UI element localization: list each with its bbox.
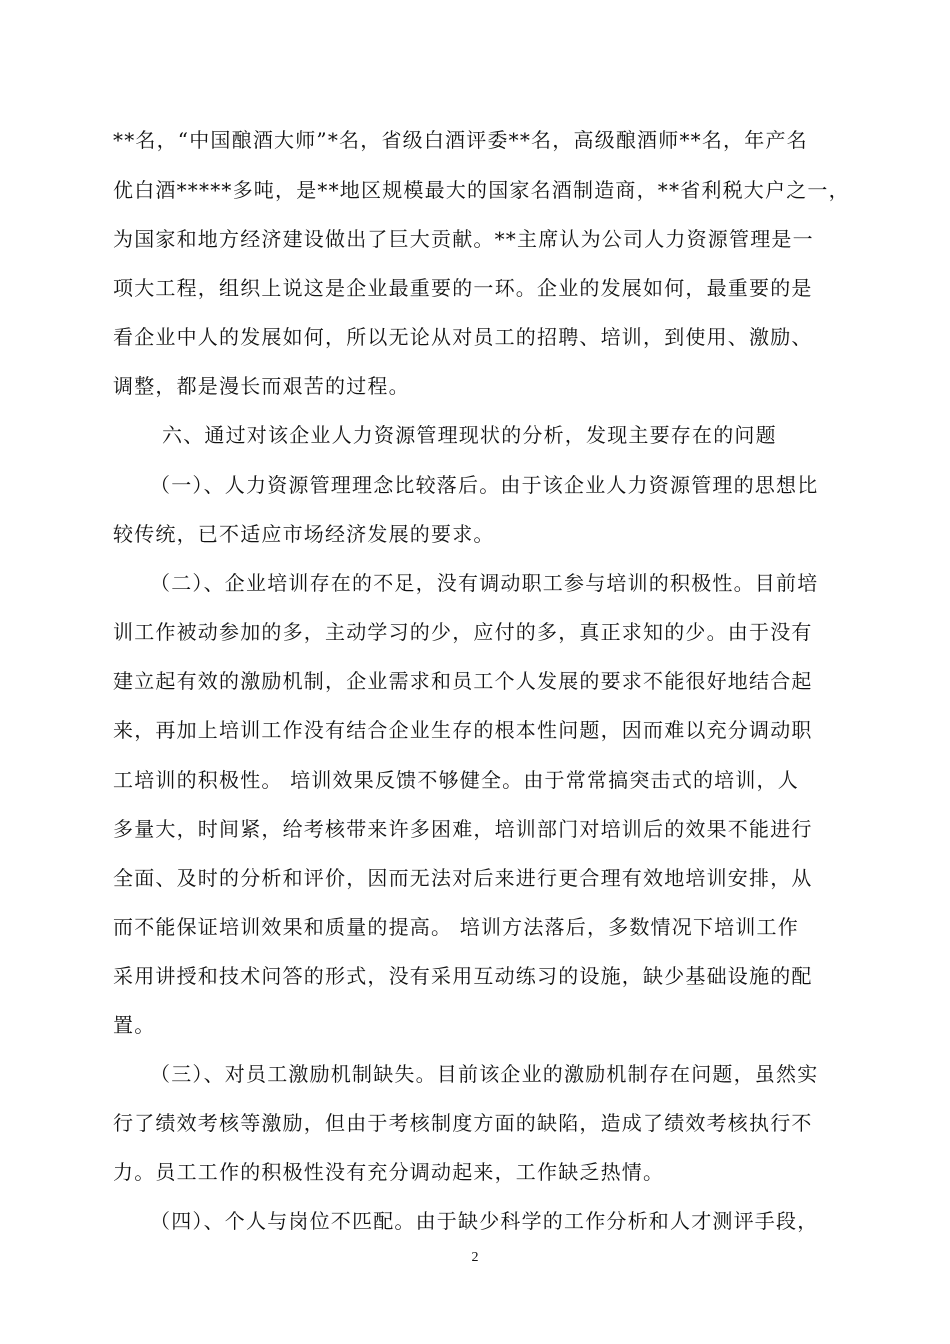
text-line: 看企业中人的发展如何，所以无论从对员工的招聘、培训，到使用、激励、 — [113, 325, 813, 349]
section-heading: 六、通过对该企业人力资源管理现状的分析，发现主要存在的问题 — [162, 423, 777, 447]
text-line: 采用讲授和技术问答的形式，没有采用互动练习的设施，缺少基础设施的配 — [113, 964, 813, 988]
text-line: 为国家和地方经济建设做出了巨大贡献。**主席认为公司人力资源管理是一 — [113, 227, 814, 251]
text-line: 较传统，已不适应市场经济发展的要求。 — [113, 522, 495, 546]
paragraph-start: （一）、人力资源管理理念比较落后。由于该企业人力资源管理的思想比 — [150, 473, 819, 497]
page-number: 2 — [471, 1250, 479, 1265]
text-line: 来，再加上培训工作没有结合企业生存的根本性问题，因而难以充分调动职 — [113, 718, 813, 742]
text-line: 工培训的积极性。 培训效果反馈不够健全。由于常常搞突击式的培训，人 — [113, 768, 799, 792]
text-line: 项大工程，组织上说这是企业最重要的一环。企业的发展如何，最重要的是 — [113, 276, 813, 300]
text-line: 全面、及时的分析和评价，因而无法对后来进行更合理有效地培训安排，从 — [113, 866, 813, 890]
paragraph-start: （四）、个人与岗位不匹配。由于缺少科学的工作分析和人才测评手段， — [150, 1209, 819, 1233]
paragraph-start: （二）、企业培训存在的不足，没有调动职工参与培训的积极性。目前培 — [150, 571, 819, 595]
text-line: 多量大，时间紧，给考核带来许多困难，培训部门对培训后的效果不能进行 — [113, 817, 813, 841]
text-line: 而不能保证培训效果和质量的提高。 培训方法落后，多数情况下培训工作 — [113, 915, 799, 939]
text-line: 训工作被动参加的多，主动学习的少，应付的多，真正求知的少。由于没有 — [113, 620, 813, 644]
text-line: 行了绩效考核等激励，但由于考核制度方面的缺陷，造成了绩效考核执行不 — [113, 1111, 813, 1135]
paragraph-start: （三）、对员工激励机制缺失。目前该企业的激励机制存在问题，虽然实 — [150, 1062, 819, 1086]
text-line: 力。员工工作的积极性没有充分调动起来，工作缺乏热情。 — [113, 1160, 665, 1184]
text-line: **名，“中国酿酒大师”*名，省级白酒评委**名，高级酿酒师**名，年产名 — [113, 128, 808, 152]
text-line: 置。 — [113, 1013, 156, 1037]
text-line: 建立起有效的激励机制，企业需求和员工个人发展的要求不能很好地结合起 — [113, 669, 813, 693]
text-line: 调整，都是漫长而艰苦的过程。 — [113, 374, 410, 398]
text-line: 优白酒*****多吨，是**地区规模最大的国家名酒制造商，**省利税大户之一， — [113, 178, 850, 202]
